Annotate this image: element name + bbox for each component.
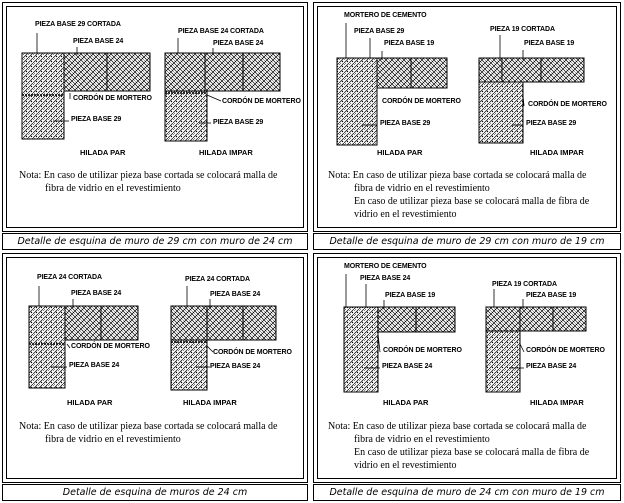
label-cordon-mortero: CORDÓN DE MORTERO [383,347,462,354]
label-hilada-par: HILADA PAR [67,398,113,407]
label-right-cortada: PIEZA 19 CORTADA [492,281,557,288]
nota-text [19,420,303,446]
caption-29-24: Detalle de esquina de muro de 29 cm con muro de 24 cm [17,236,293,247]
label-pieza-base-mid: PIEZA BASE 19 [385,292,436,299]
nota-text [328,169,618,221]
label-right-cordon: CORDÓN DE MORTERO [213,349,292,356]
nota-line: vidrio en el revestimiento [354,460,457,471]
nota-line: fibra de vidrio en el revestimiento [45,183,181,194]
label-cordon-mortero: CORDÓN DE MORTERO [71,343,150,350]
nota-label: Nota: [19,170,42,181]
label-right-base-top: PIEZA BASE 24 [213,40,264,47]
nota-line: vidrio en el revestimiento [354,209,457,220]
label-hilada-par: HILADA PAR [80,148,126,157]
label-right-base-bottom: PIEZA BASE 29 [213,119,264,126]
nota-text [19,169,303,195]
label-pieza-base-bottom: PIEZA BASE 24 [69,362,120,369]
label-right-cordon: CORDÓN DE MORTERO [526,347,605,354]
label-pieza-base-bottom: PIEZA BASE 29 [380,120,431,127]
label-hilada-impar: HILADA IMPAR [530,148,584,157]
nota-line: En caso de utilizar pieza base se colocará malla de fibra de [354,447,590,458]
label-right-base-bottom: PIEZA BASE 29 [526,120,577,127]
label-right-base-top: PIEZA BASE 24 [210,291,261,298]
label-hilada-impar: HILADA IMPAR [199,148,253,157]
label-mortero-cemento: MORTERO DE CEMENTO [344,12,427,19]
nota-text [328,420,618,472]
nota-line: En caso de utilizar pieza base cortada se colocará malla de [352,170,587,181]
label-right-base-top: PIEZA BASE 19 [524,40,575,47]
nota-label: Nota: [19,421,42,432]
label-right-cortada: PIEZA 24 CORTADA [185,276,250,283]
label-right-base-bottom: PIEZA BASE 24 [210,363,261,370]
label-right-cortada: PIEZA 19 CORTADA [490,26,555,33]
nota-line: fibra de vidrio en el revestimiento [45,434,181,445]
detail-panel-29-24 [2,2,308,232]
nota-line: En caso de utilizar pieza base cortada se colocará malla de [43,170,278,181]
nota-line: fibra de vidrio en el revestimiento [354,434,490,445]
corner-drawing [3,3,309,233]
nota-line: En caso de utilizar pieza base se colocará malla de fibra de [354,196,590,207]
detail-panel-24-24 [2,253,308,483]
caption-24-19: Detalle de esquina de muro de 24 cm con muro de 19 cm [329,487,605,498]
nota-label: Nota: [328,170,351,181]
nota-line: En caso de utilizar pieza base cortada se colocará malla de [43,421,278,432]
nota-label: Nota: [328,421,351,432]
label-pieza-base-top: PIEZA BASE 24 [71,290,122,297]
corner-drawing [3,254,309,484]
label-right-base-top: PIEZA BASE 19 [526,292,577,299]
label-right-cordon: CORDÓN DE MORTERO [222,98,301,105]
caption-29-19: Detalle de esquina de muro de 29 cm con muro de 19 cm [329,236,605,247]
nota-line: fibra de vidrio en el revestimiento [354,183,490,194]
label-right-cortada: PIEZA BASE 24 CORTADA [178,28,264,35]
label-cordon-mortero: CORDÓN DE MORTERO [382,98,461,105]
label-right-cordon: CORDÓN DE MORTERO [528,101,607,108]
label-mortero-cemento: MORTERO DE CEMENTO [344,263,427,270]
label-hilada-par: HILADA PAR [377,148,423,157]
label-cordon-mortero: CORDÓN DE MORTERO [73,95,152,102]
label-pieza-base-top: PIEZA BASE 24 [73,38,124,45]
caption-24-24: Detalle de esquina de muros de 24 cm [62,487,248,498]
label-hilada-impar: HILADA IMPAR [183,398,237,407]
label-pieza-base-bottom: PIEZA BASE 24 [382,363,433,370]
label-hilada-impar: HILADA IMPAR [530,398,584,407]
label-pieza-cortada: PIEZA 24 CORTADA [37,274,102,281]
detail-panel-29-19 [313,2,621,232]
label-pieza-base-mid: PIEZA BASE 19 [384,40,435,47]
label-pieza-base-bottom: PIEZA BASE 29 [71,116,122,123]
label-pieza-base-top: PIEZA BASE 24 [360,275,411,282]
label-right-base-bottom: PIEZA BASE 24 [526,363,577,370]
label-pieza-base-top: PIEZA BASE 29 [354,28,405,35]
label-pieza-cortada: PIEZA BASE 29 CORTADA [35,21,121,28]
label-hilada-par: HILADA PAR [383,398,429,407]
nota-line: En caso de utilizar pieza base cortada se colocará malla de [352,421,587,432]
detail-panel-24-19 [313,253,621,483]
